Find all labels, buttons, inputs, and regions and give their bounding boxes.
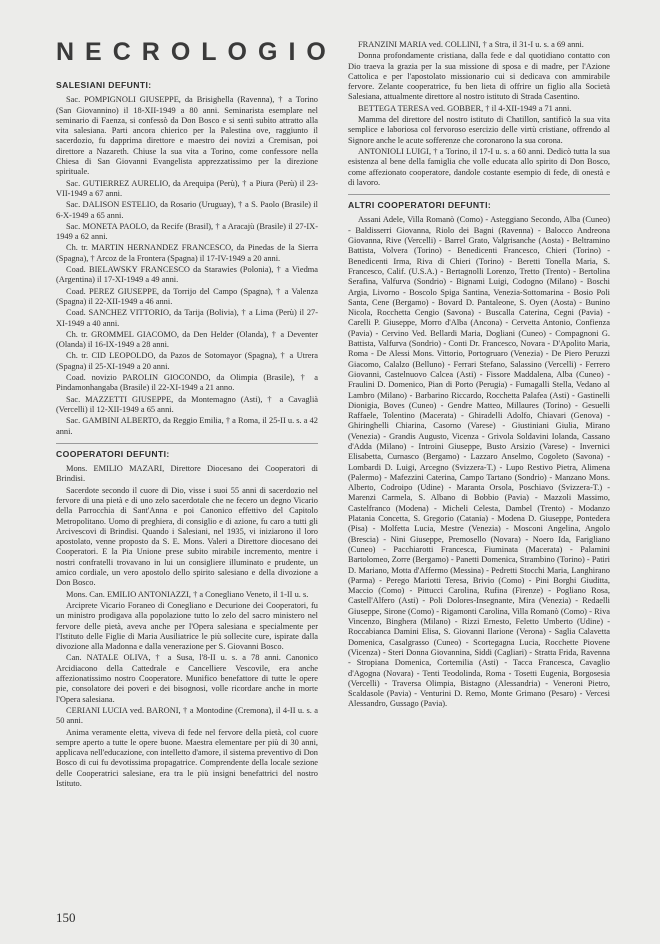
obituary-entry: Mons. Can. EMILIO ANTONIAZZI, † a Conegliano Veneto, il 1-II u. s.	[66, 589, 309, 599]
obituary-entry: Arciprete Vicario Foraneo di Conegliano e Decurione dei Cooperatori, fu un ministro prodigava alla popolazione tutto lo zelo del sacro ministero nel fervore delle pietà, aveva anche per l'Opera salesiana e specialmente per l'Istituto delle Figlie di Maria Ausiliatrice le più sollecite cure, ispirate dalla divozione alla Madonna e dalla venerazione per S. Giovanni Bosco.	[56, 600, 318, 652]
obituary-entry: Sac. POMPIGNOLI GIUSEPPE, da Brisighella (Ravenna), † a Torino (San Giovannino) il 18-XII-1949 a 80 anni. Seminarista esemplare nel seminario di Faenza, si confessò da Don Bosco e si sentì subito attratto alla vita salesiana. Parti ancora chierico per la Palestina ove, raggiunto il sacerdozio, fu dapprima direttore e maestro dei novizi a Cremisan, poi direttore a Nazareth. Chiuse la sua vita a Torino, come confessore nella Chiesa di San Giovanni Evangelista apprezzatissimo per la direzione spirituale.	[56, 95, 318, 177]
obituary-entry: Coad. PEREZ GIUSEPPE, da Torrijo del Campo (Spagna), † a Valenza (Spagna) il 22-XII-1949 a 46 anni.	[56, 286, 318, 306]
obituary-entry: Sac. GAMBINI ALBERTO, da Reggio Emilia, † a Roma, il 25-II u. s. a 42 anni.	[56, 416, 318, 436]
obituary-entry: FRANZINI MARIA ved. COLLINI, † a Stra, il 31-I u. s. a 69 anni.	[358, 40, 584, 49]
obituary-entry: Mons. EMILIO MAZARI, Direttore Diocesano dei Cooperatori di Brindisi.	[56, 464, 318, 484]
obituary-entry: Mamma del direttore del nostro istituto di Chatillon, santificò la sua vita semplice e laboriosa col fervoroso esercizio delle virtù cristiane, offrendo al Signore anche le acute sofferenze che coronarono la sua corona.	[348, 115, 610, 145]
obituary-entry: Sac. DALISON ESTELIO, da Rosario (Uruguay), † a S. Paolo (Brasile) il 6-X-1949 a 65 anni.	[56, 200, 318, 220]
obituary-entry: CERIANI LUCIA ved. BARONI, † a Montodine (Cremona), il 4-II u. s. a 50 anni.	[56, 705, 318, 726]
obituary-entry: Ch. tr. GROMMEL GIACOMO, da Den Helder (Olanda), † a Deventer (Olanda) il 16-IX-1949 a 28 anni.	[56, 329, 318, 350]
obituary-entry: Anima veramente eletta, viveva di fede nel fervore della pietà, col cuore sempre aperto a tutte le opere buone. Maestra elementare per più di 30 anni, applicava nell'educazione, con intelletto d'amore, il sistema preventivo di Don Bosco di cui fu devotissima propagatrice. Comprendente della locale sezione delle Cooperatrici salesiane, era tra le più insigni benefattrici del nostro Istituto.	[56, 727, 318, 788]
obituary-entry: Donna profondamente cristiana, dalla fede e dal quotidiano contatto con Dio traeva la grazia per la sua missione di sposa e di madre, per l'Azione Cattolica e per l'apostolato missionario cui si dedicava con ammirabile fervore. Zelante cooperatrice, fu ben lieta di offrire un figlio alla Società Salesiana, attualmente direttore al nostro istituto di Strada Casentino.	[348, 51, 610, 102]
section-divider	[56, 443, 318, 444]
section-heading-cooperatori: COOPERATORI DEFUNTI:	[56, 448, 170, 459]
right-column	[348, 40, 610, 711]
obituary-entry: Sac. MAZZETTI GIUSEPPE, da Montemagno (Asti), † a Cavaglià (Vercelli) il 12-XII-1949 a 65 anni.	[56, 394, 318, 414]
obituary-entry: Sac. GUTIERREZ AURELIO, da Arequipa (Perù), † a Piura (Perù) il 23-VII-1949 a 67 anni.	[56, 178, 318, 198]
page-number: 150	[56, 910, 76, 925]
obituary-entry: Coad. BIELAWSKY FRANCESCO da Starawies (Polonia), † a Viedma (Argentina) il 17-XI-1949 a 49 anni.	[56, 265, 318, 285]
obituary-entry: Sacerdote secondo il cuore di Dio, visse i suoi 55 anni di sacerdozio nel fervore di una pietà e di uno zelo sacerdotale che ne fecero un degno Vicario della Parrocchia di Sant'Anna e poi Canonico effettivo del Capitolo Metropolitano. Uomo di preghiera, di consiglio e di azione, fu caro a tutti gli Arcivescovi di Brindisi. Quando i Salesiani, nel 1935, vi iniziarono il loro apostolato, venne proposto da S. E. Mons. Valeri a Direttore diocesano dei Cooperatori. E la Pia Unione prese subito mirabile incremento, mentre i nostri confratelli trovavano in lui un consigliere illuminato e prudente, un amico cordiale, un vero apostolo dello spirito salesiano e della divozione a Don Bosco.	[56, 485, 318, 588]
obituary-entry: ANTONIOLI LUIGI, † a Torino, il 17-I u. s. a 60 anni. Dedicò tutta la sua esistenza al bene della famiglia che volle educata allo spirito di Don Bosco, come affezionato cooperatore, dandole costante esempio di fede, di onestà e di lavoro.	[348, 146, 610, 187]
obituary-entry: Can. NATALE OLIVA, † a Susa, l'8-II u. s. a 78 anni. Canonico Arcidiacono della Cattedrale e Cancelliere Vescovile, era anche affezionatissimo nostro Cooperatore. Munifico benefattore di tutte le opere pie, consolatore dei poveri e dei bisognosi, volle ricordare anche in morte l'Opera salesiana.	[56, 653, 318, 704]
obituary-entry: BETTEGA TERESA ved. GOBBER, † il 4-XII-1949 a 71 anni.	[358, 103, 572, 113]
page-title: NECROLOGIO	[56, 38, 337, 66]
obituary-entry: Coad. novizio PAROLIN GIOCONDO, da Olimpia (Brasile), † a Pindamonhangaba (Brasile) il 22-XI-1949 a 21 anno.	[56, 373, 318, 393]
cooperators-list: Assani Adele, Villa Romanò (Como) - Asteggiano Secondo, Alba (Cuneo) - Baldisserri Giovanna, Riolo dei Bagni (Ravenna) - Balocco Andreona Giovanna, Rive (Vercelli) - Barrel Grato, Valgrisanche (Aosta) - Beltramino Battista, Volvera (Torino) - Benedicenti Francesco, Chieri (Torino) - Benedicenti Irma, Riva di Chieri (Torino) - Beretti Tonella Maria, S. Francesco, Calif. (U.S.A.) - Bertagnolli Lorenzo, Tretto (Trento) - Bertolina Serafina, Valfurva (Sondrio) - Bignami Luigi, Codogno (Milano) - Boschi Argia, Livorno - Boscolo Spiga Santina, Venezia-Sottomarina - Bosio Poli Santa, Cene (Bergamo) - Bovard D. Pantaleone, S. Oyen (Aosta) - Bunino Nicola, Rocchetta Cengio (Savona) - Buscalla Caterina, Cegni (Pavia) - Carelli P. Giuseppe, Morro d'Alba (Ancona) - Cervetta Antonio, Confienza (Pavia) - Cervino Ved. Bellardi Maria, Dogliani (Cuneo) - Compagnoni G. Battista, Valfurva (Sondrio) - Conti Dr. Francesco, Novara - D'Apolito Maria, Roma - De Alessi Mons. Vittorio, Portogruaro (Venezia) - De Piero Peruzzi Giacomo, Calalzo (Belluno) - Ferrari Stefano, Salassino (Vercelli) - Ferrero Giovanni, Castelnuovo Calcea (Asti) - Fissore Maddalena, Alba (Cuneo) - Fraulini D. Domenico, Pian di Porto (Perugia) - Fumagalli Stella, Vedano al Lambro (Milano) - Barbarino Riccardo, Rocchetta Palafea (Asti) - Gastinelli Dionigia, Boves (Cuneo) - Gendre Matteo, Millaures (Torino) - Gesuelli Raffaele, Tolentino (Macerata) - Ghiradelli Adolfo, Chiavari (Genova) - Ghiringhelli Chiarina, Casorno (Varese) - Giustiniani Giulia, Mirano (Venezia) - Grandis Augusto, Vicenza - Grivola Soldavini Iolanda, Cassano d'Adda (Milano) - Introini Giuseppe, Busto Arsizio (Varese) - Invernici Elisabetta, Curnasco (Bergamo) - Lazzaro Anselmo, Cogoleto (Savona) - Lombardi D. Luigi, Arcegno (Svizzera-T.) - Lupo Restivo Pietra, Alimena (Palermo) - Mafezzini Caterina, Campo Tartano (Sondrio) - Manzano Mons. Alberto, Codroipo (Udine) - Maranta Orsola, Poschiavo (Svizzera-T.) - Marenzi Carmela, S. Albano di Bobbio (Pavia) - Mazzoli Massimo, Castelfranco (Modena) - Micheli Celesta, Dambel (Trento) - Modanzo Platania Concetta, S. Gregorio (Catania) - Modena D. Giuseppe, Pontedera (Pisa) - Molfetta Lucia, Mestre (Venezia) - Mosconi Angelina, Angolo (Brescia) - Nini Giuseppe, Premosello (Novara) - Noero Ida, Farigliano (Cuneo) - Pacchiarotti Francesca, Fiuminata (Macerata) - Palamini Bartolomeo, Zorre (Bergamo) - Panetti Domenica, Strambino (Torino) - Patiri D. Mariano, Motta d'Affermo (Messina) - Pedretti Stocchi Maria, Langhirano (Parma) - Perego Mariotti Teresa, Brivio (Como) - Pini Borghi Giuditta, Maccio (Como) - Pittucci Carolina, Rufina (Firenze) - Pogliano Rosa, Castell'Alfero (Asti) - Poli Dolores-Insegnante, Mira (Venezia) - Redaelli Giuseppe, Sirone (Como) - Rigamonti Carolina, Villa Romanò (Como) - Riva Vincenzo, Binghera (Milano) - Rizzi Ernesto, Feletto Umberto (Udine) - Roccabianca Damini Elisa, S. Giovanni Ilarione (Verona) - Saglia Calavetta Domenica, Casalgrasso (Cuneo) - Scortegagna Lucia, Rocchette Piovene (Vicenza) - Steri Donna Giovannina, Siddi (Cagliari) - Stratta Frida, Ravenna - Stropiana Domenica, Cortemilia (Asti) - Tacca Francesca, Cavaglio d'Agogna (Novara) - Tenti Teodolinda, Roma - Tosetti Eugenia, Borgosesia (Vercelli) - Traversa Olimpia, Bistagno (Alessandria) - Veneroni Pietro, Scaldasole (Pavia) - Venturini D. Remo, Monte Grimano (Pesaro) - Vercesi Alessandro, Gussago (Pavia).	[348, 215, 610, 709]
section-heading-altri: ALTRI COOPERATORI DEFUNTI:	[348, 200, 492, 211]
obituary-entry: Coad. SANCHEZ VITTORIO, da Tarija (Bolivia), † a Lima (Perù) il 27-XI-1949 a 40 anni.	[56, 308, 318, 328]
section-divider	[348, 194, 610, 195]
obituary-entry: Ch. tr. MARTIN HERNANDEZ FRANCESCO, da Pinedas de la Sierra (Spagna), † Arcoz de la Frontera (Spagna) il 17-IV-1949 a 20 anni.	[56, 243, 318, 263]
section-heading-salesiani: SALESIANI DEFUNTI:	[56, 80, 152, 90]
left-column	[56, 76, 318, 790]
obituary-entry: Ch. tr. CID LEOPOLDO, da Pazos de Sotomayor (Spagna), † a Utrera (Spagna) il 25-XI-1949 a 20 anni.	[56, 351, 318, 371]
obituary-entry: Sac. MONETA PAOLO, da Recife (Brasil), † a Aracajù (Brasile) il 27-IX-1949 a 62 anni.	[56, 221, 318, 242]
